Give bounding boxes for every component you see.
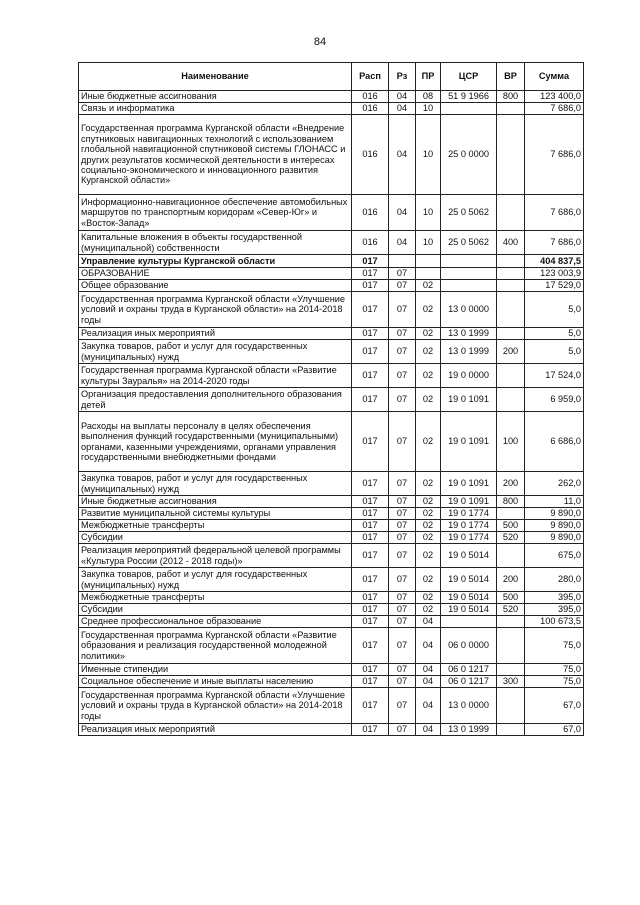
table-row	[79, 544, 584, 568]
cell-name: Закупка товаров, работ и услуг для государственных (муниципальных) нужд	[79, 472, 352, 496]
cell-rasp: 017	[352, 340, 389, 364]
cell-rz: 04	[389, 231, 416, 255]
cell-pr: 08	[416, 91, 441, 103]
cell-sum: 9 890,0	[525, 532, 584, 544]
cell-name: Реализация мероприятий федеральной целевой программы «Культура России (2012 - 2018 годы)»	[79, 544, 352, 568]
cell-pr: 02	[416, 328, 441, 340]
cell-sum: 67,0	[525, 688, 584, 724]
cell-csr: 06 0 1217	[441, 664, 497, 676]
cell-name: Среднее профессиональное образование	[79, 616, 352, 628]
cell-vr	[497, 292, 525, 328]
cell-name: Государственная программа Курганской области «Улучшение условий и охраны труда в Курганской области» на 2014-2018 годы	[79, 292, 352, 328]
cell-sum: 7 686,0	[525, 231, 584, 255]
cell-rz: 07	[389, 724, 416, 736]
cell-name: Государственная программа Курганской области «Улучшение условий и охраны труда в Курганской области» на 2014-2018 годы	[79, 688, 352, 724]
cell-rasp: 017	[352, 724, 389, 736]
table-body	[79, 91, 584, 736]
table-row	[79, 472, 584, 496]
table-row	[79, 231, 584, 255]
table-row	[79, 268, 584, 280]
table-row	[79, 592, 584, 604]
cell-rasp: 016	[352, 231, 389, 255]
cell-vr: 800	[497, 91, 525, 103]
cell-vr: 800	[497, 496, 525, 508]
cell-rz: 07	[389, 280, 416, 292]
cell-name: Межбюджетные трансферты	[79, 592, 352, 604]
cell-csr: 19 0 1774	[441, 508, 497, 520]
table-row	[79, 115, 584, 195]
cell-rasp: 017	[352, 628, 389, 664]
cell-sum: 6 686,0	[525, 412, 584, 472]
cell-sum: 9 890,0	[525, 508, 584, 520]
cell-sum: 7 686,0	[525, 103, 584, 115]
cell-vr	[497, 103, 525, 115]
cell-vr: 520	[497, 604, 525, 616]
cell-rz: 07	[389, 328, 416, 340]
cell-csr: 51 9 1966	[441, 91, 497, 103]
cell-rz: 07	[389, 604, 416, 616]
cell-pr: 02	[416, 340, 441, 364]
cell-vr	[497, 628, 525, 664]
cell-csr: 19 0 1091	[441, 472, 497, 496]
cell-sum: 75,0	[525, 628, 584, 664]
cell-rz: 07	[389, 388, 416, 412]
cell-rz: 07	[389, 532, 416, 544]
cell-vr: 520	[497, 532, 525, 544]
cell-vr	[497, 328, 525, 340]
cell-pr: 10	[416, 103, 441, 115]
cell-rz: 04	[389, 195, 416, 231]
cell-rasp: 017	[352, 328, 389, 340]
table-row	[79, 328, 584, 340]
cell-sum: 17 524,0	[525, 364, 584, 388]
cell-vr	[497, 688, 525, 724]
cell-sum: 7 686,0	[525, 115, 584, 195]
cell-name: Закупка товаров, работ и услуг для государственных (муниципальных) нужд	[79, 568, 352, 592]
table-row	[79, 616, 584, 628]
cell-rz: 07	[389, 568, 416, 592]
cell-rz: 04	[389, 103, 416, 115]
cell-name: Иные бюджетные ассигнования	[79, 91, 352, 103]
cell-sum: 75,0	[525, 676, 584, 688]
header-csr: ЦСР	[441, 63, 497, 91]
table-row	[79, 520, 584, 532]
cell-sum: 123 400,0	[525, 91, 584, 103]
cell-rz: 07	[389, 412, 416, 472]
table-row	[79, 508, 584, 520]
cell-sum: 100 673,5	[525, 616, 584, 628]
cell-csr: 19 0 1774	[441, 520, 497, 532]
cell-name: Закупка товаров, работ и услуг для государственных (муниципальных) нужд	[79, 340, 352, 364]
cell-pr: 04	[416, 616, 441, 628]
cell-vr	[497, 268, 525, 280]
table-row	[79, 255, 584, 268]
cell-rasp: 017	[352, 496, 389, 508]
cell-rasp: 016	[352, 103, 389, 115]
cell-name: ОБРАЗОВАНИЕ	[79, 268, 352, 280]
cell-rz: 07	[389, 616, 416, 628]
cell-vr	[497, 664, 525, 676]
cell-pr: 02	[416, 568, 441, 592]
table-row	[79, 688, 584, 724]
cell-pr: 04	[416, 724, 441, 736]
cell-rz: 07	[389, 544, 416, 568]
cell-csr	[441, 255, 497, 268]
cell-pr: 02	[416, 292, 441, 328]
table-row	[79, 664, 584, 676]
cell-rz: 04	[389, 91, 416, 103]
cell-csr: 06 0 1217	[441, 676, 497, 688]
cell-sum: 67,0	[525, 724, 584, 736]
cell-csr: 19 0 1091	[441, 388, 497, 412]
cell-rasp: 016	[352, 195, 389, 231]
cell-rasp: 017	[352, 255, 389, 268]
cell-name: Социальное обеспечение и иные выплаты населению	[79, 676, 352, 688]
cell-vr	[497, 388, 525, 412]
cell-sum: 7 686,0	[525, 195, 584, 231]
table-row	[79, 195, 584, 231]
cell-name: Развитие муниципальной системы культуры	[79, 508, 352, 520]
cell-rz: 07	[389, 676, 416, 688]
table-row	[79, 724, 584, 736]
table-row	[79, 340, 584, 364]
cell-sum: 395,0	[525, 592, 584, 604]
cell-pr	[416, 268, 441, 280]
cell-pr: 02	[416, 388, 441, 412]
cell-rz: 07	[389, 520, 416, 532]
cell-pr	[416, 255, 441, 268]
cell-vr	[497, 616, 525, 628]
cell-csr: 19 0 1774	[441, 532, 497, 544]
cell-vr: 200	[497, 340, 525, 364]
table-row	[79, 532, 584, 544]
cell-vr: 200	[497, 472, 525, 496]
table-row	[79, 91, 584, 103]
table-row	[79, 676, 584, 688]
cell-csr	[441, 268, 497, 280]
cell-pr: 02	[416, 364, 441, 388]
table-row	[79, 568, 584, 592]
cell-name: Связь и информатика	[79, 103, 352, 115]
cell-pr: 02	[416, 508, 441, 520]
cell-rasp: 017	[352, 388, 389, 412]
cell-csr: 25 0 0000	[441, 115, 497, 195]
table-row	[79, 496, 584, 508]
cell-vr: 300	[497, 676, 525, 688]
table-row	[79, 604, 584, 616]
header-rasp: Расп	[352, 63, 389, 91]
cell-csr: 13 0 0000	[441, 688, 497, 724]
cell-pr: 10	[416, 115, 441, 195]
cell-pr: 02	[416, 544, 441, 568]
cell-rasp: 017	[352, 616, 389, 628]
cell-sum: 5,0	[525, 328, 584, 340]
table-row	[79, 292, 584, 328]
cell-pr: 02	[416, 520, 441, 532]
budget-table	[78, 62, 584, 736]
cell-rz: 07	[389, 364, 416, 388]
table-header-row	[79, 63, 584, 91]
cell-name: Субсидии	[79, 604, 352, 616]
cell-vr	[497, 364, 525, 388]
cell-csr	[441, 280, 497, 292]
cell-rz: 07	[389, 508, 416, 520]
cell-name: Государственная программа Курганской области «Развитие культуры Зауралья» на 2014-2020 годы	[79, 364, 352, 388]
cell-vr	[497, 508, 525, 520]
cell-rasp: 017	[352, 268, 389, 280]
cell-sum: 11,0	[525, 496, 584, 508]
cell-rz: 07	[389, 340, 416, 364]
cell-csr: 19 0 1091	[441, 412, 497, 472]
cell-csr: 19 0 1091	[441, 496, 497, 508]
cell-sum: 9 890,0	[525, 520, 584, 532]
cell-rasp: 017	[352, 568, 389, 592]
cell-vr	[497, 195, 525, 231]
cell-csr: 19 0 5014	[441, 544, 497, 568]
cell-rasp: 017	[352, 604, 389, 616]
cell-rasp: 016	[352, 115, 389, 195]
cell-rasp: 017	[352, 532, 389, 544]
cell-name: Управление культуры Курганской области	[79, 255, 352, 268]
cell-name: Государственная программа Курганской области «Внедрение спутниковых навигационных технологий с использованием глобальной навигационной спутниковой системы ГЛОНАСС и других результатов космической деятельности в интересах социально-экономического и инновационного развития Курганской области»	[79, 115, 352, 195]
cell-csr	[441, 103, 497, 115]
cell-vr: 100	[497, 412, 525, 472]
cell-sum: 123 003,9	[525, 268, 584, 280]
cell-sum: 262,0	[525, 472, 584, 496]
cell-vr	[497, 724, 525, 736]
cell-pr: 04	[416, 688, 441, 724]
header-sum: Сумма	[525, 63, 584, 91]
cell-sum: 6 959,0	[525, 388, 584, 412]
cell-pr: 02	[416, 592, 441, 604]
cell-name: Организация предоставления дополнительного образования детей	[79, 388, 352, 412]
cell-rz: 07	[389, 472, 416, 496]
cell-rz: 07	[389, 628, 416, 664]
cell-vr: 200	[497, 568, 525, 592]
cell-name: Субсидии	[79, 532, 352, 544]
cell-csr: 19 0 5014	[441, 604, 497, 616]
cell-name: Иные бюджетные ассигнования	[79, 496, 352, 508]
cell-rz: 07	[389, 292, 416, 328]
cell-rasp: 017	[352, 676, 389, 688]
cell-name: Общее образование	[79, 280, 352, 292]
table-row	[79, 364, 584, 388]
cell-csr: 25 0 5062	[441, 195, 497, 231]
cell-pr: 04	[416, 664, 441, 676]
header-rz: Рз	[389, 63, 416, 91]
page-number: 84	[313, 36, 327, 48]
table-row	[79, 628, 584, 664]
cell-name: Реализация иных мероприятий	[79, 328, 352, 340]
cell-rz: 07	[389, 268, 416, 280]
cell-rasp: 017	[352, 664, 389, 676]
cell-csr: 19 0 5014	[441, 592, 497, 604]
cell-csr: 19 0 5014	[441, 568, 497, 592]
header-name: Наименование	[79, 63, 352, 91]
cell-rasp: 017	[352, 508, 389, 520]
cell-pr: 10	[416, 195, 441, 231]
cell-sum: 17 529,0	[525, 280, 584, 292]
cell-csr	[441, 616, 497, 628]
cell-pr: 10	[416, 231, 441, 255]
cell-csr: 06 0 0000	[441, 628, 497, 664]
cell-vr: 400	[497, 231, 525, 255]
cell-rasp: 017	[352, 520, 389, 532]
cell-sum: 404 837,5	[525, 255, 584, 268]
cell-rz	[389, 255, 416, 268]
cell-sum: 5,0	[525, 292, 584, 328]
cell-rasp: 017	[352, 544, 389, 568]
cell-rasp: 017	[352, 280, 389, 292]
cell-pr: 02	[416, 472, 441, 496]
cell-name: Капитальные вложения в объекты государственной (муниципальной) собственности	[79, 231, 352, 255]
cell-sum: 5,0	[525, 340, 584, 364]
cell-name: Реализация иных мероприятий	[79, 724, 352, 736]
cell-csr: 25 0 5062	[441, 231, 497, 255]
cell-rasp: 017	[352, 688, 389, 724]
table-row	[79, 103, 584, 115]
cell-pr: 02	[416, 604, 441, 616]
cell-rz: 07	[389, 664, 416, 676]
table-row	[79, 388, 584, 412]
cell-vr	[497, 544, 525, 568]
cell-rasp: 017	[352, 292, 389, 328]
cell-name: Межбюджетные трансферты	[79, 520, 352, 532]
cell-sum: 675,0	[525, 544, 584, 568]
cell-name: Расходы на выплаты персоналу в целях обеспечения выполнения функций государственными (муниципальными) органами, казенными учреждениями, органами управления государственными внебюджетными фондами	[79, 412, 352, 472]
cell-sum: 280,0	[525, 568, 584, 592]
cell-rasp: 016	[352, 91, 389, 103]
cell-csr: 13 0 0000	[441, 292, 497, 328]
cell-pr: 04	[416, 628, 441, 664]
cell-name: Информационно-навигационное обеспечение автомобильных маршрутов по транспортным коридорам «Север-Юг» и «Восток-Запад»	[79, 195, 352, 231]
cell-pr: 02	[416, 280, 441, 292]
cell-rasp: 017	[352, 364, 389, 388]
cell-pr: 04	[416, 676, 441, 688]
cell-rz: 07	[389, 592, 416, 604]
header-pr: ПР	[416, 63, 441, 91]
cell-vr	[497, 115, 525, 195]
cell-pr: 02	[416, 496, 441, 508]
cell-vr: 500	[497, 520, 525, 532]
cell-vr	[497, 280, 525, 292]
cell-csr: 13 0 1999	[441, 340, 497, 364]
cell-csr: 13 0 1999	[441, 328, 497, 340]
table-row	[79, 280, 584, 292]
cell-vr	[497, 255, 525, 268]
cell-rz: 07	[389, 688, 416, 724]
cell-rasp: 017	[352, 592, 389, 604]
table-row	[79, 412, 584, 472]
cell-sum: 395,0	[525, 604, 584, 616]
cell-rasp: 017	[352, 412, 389, 472]
cell-rasp: 017	[352, 472, 389, 496]
cell-name: Именные стипендии	[79, 664, 352, 676]
cell-vr: 500	[497, 592, 525, 604]
cell-name: Государственная программа Курганской области «Развитие образования и реализация государственной молодежной политики»	[79, 628, 352, 664]
cell-csr: 19 0 0000	[441, 364, 497, 388]
header-vr: ВР	[497, 63, 525, 91]
cell-csr: 13 0 1999	[441, 724, 497, 736]
cell-rz: 04	[389, 115, 416, 195]
cell-sum: 75,0	[525, 664, 584, 676]
cell-rz: 07	[389, 496, 416, 508]
cell-pr: 02	[416, 532, 441, 544]
cell-pr: 02	[416, 412, 441, 472]
